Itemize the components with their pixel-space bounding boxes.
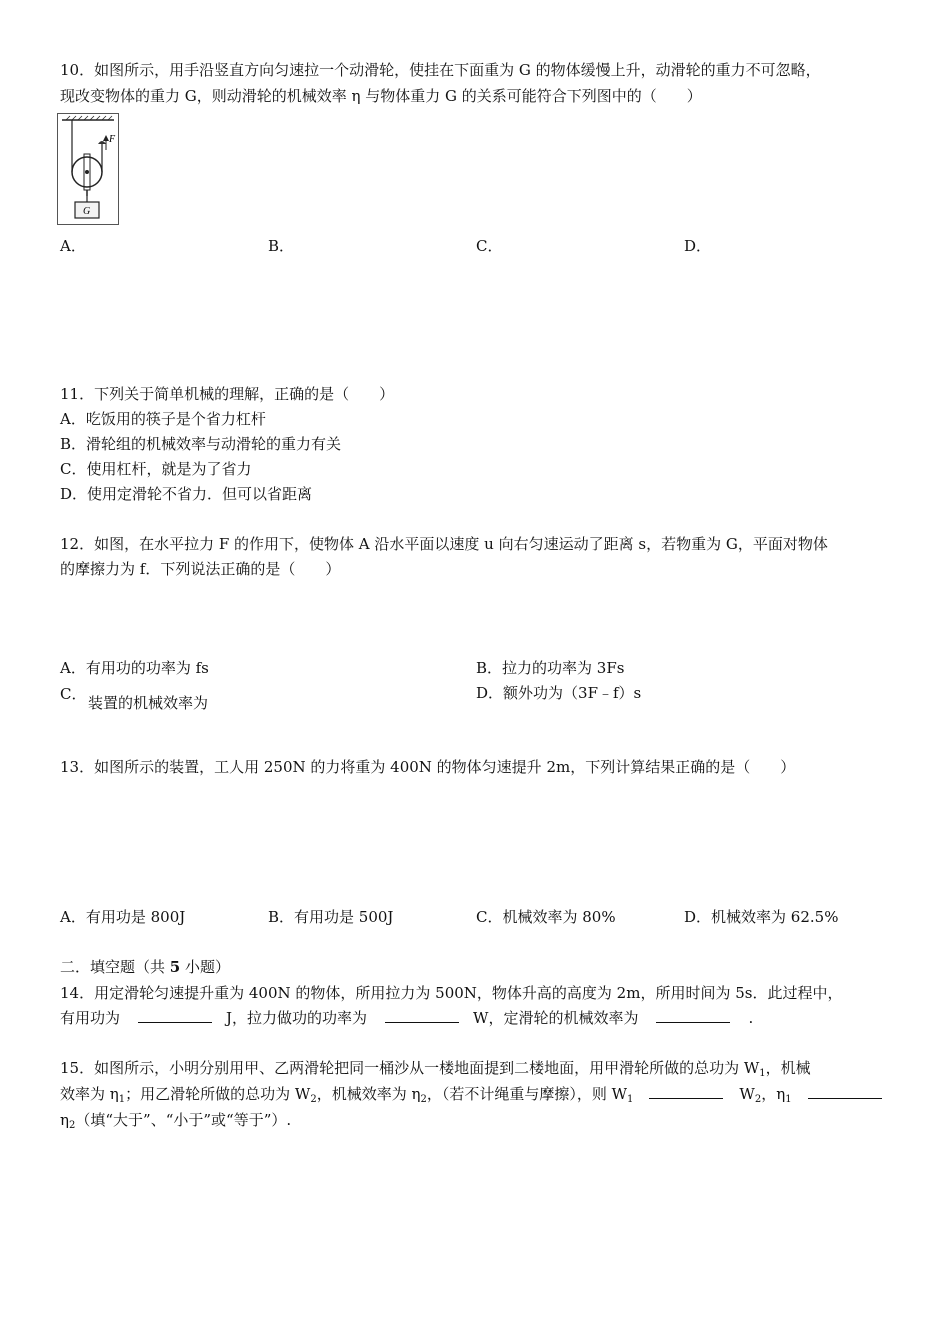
q15-stem-line2 <box>60 1084 882 1104</box>
q11-stem: 11．下列关于简单机械的理解，正确的是（ ） <box>60 385 395 403</box>
section-heading <box>60 957 230 977</box>
q15-text-2f: ，η <box>761 1085 786 1103</box>
q14-stem-line2 <box>60 1008 753 1028</box>
q15-sub-w2: 2 <box>310 1094 317 1105</box>
q15-text-2d: ，（若不计绳重与摩擦），则 W <box>426 1085 628 1103</box>
q13-option-b[interactable]: B．有用功是 500J <box>268 908 394 926</box>
q13-option-a[interactable]: A．有用功是 800J <box>60 908 186 926</box>
q12-stem-line2: 的摩擦力为 f．下列说法正确的是（ ） <box>60 560 341 578</box>
q14-stem-line1: 14．用定滑轮匀速提升重为 400N 的物体，所用拉力为 500N，物体升高的高度为 2m，所用时间为 5s．此过程中， <box>60 984 843 1002</box>
q12-stem-line1: 12．如图，在水平拉力 F 的作用下，使物体 A 沿水平面以速度 u 向右匀速运动了距离 s，若物重为 G，平面对物体 <box>60 535 828 553</box>
q11-option-d[interactable]: D．使用定滑轮不省力．但可以省距离 <box>60 485 313 503</box>
q15-text-3a: η <box>60 1111 69 1129</box>
q14-text-a: 有用功为 <box>60 1009 121 1027</box>
q11-option-a[interactable]: A．吃饭用的筷子是个省力杠杆 <box>60 410 266 428</box>
q10-option-a[interactable]: A． <box>60 237 86 255</box>
q10-stem-line1: 10．如图所示，用手沿竖直方向匀速拉一个动滑轮，使挂在下面重为 G 的物体缓慢上升，动滑轮的重力不可忽略， <box>60 61 821 79</box>
section-heading-pre: 二．填空题（共 <box>60 958 170 976</box>
q15-sub-w1-b: 1 <box>627 1094 634 1105</box>
q15-sub-w2-b: 2 <box>754 1094 762 1105</box>
q10-option-b[interactable]: B． <box>268 237 295 255</box>
q12-option-a[interactable]: A．有用功的功率为 fs <box>60 659 209 677</box>
q15-text-3b: （填“大于”、“小于”或“等于”）. <box>75 1111 292 1129</box>
q12-option-c-text: 装置的机械效率为 <box>88 694 209 712</box>
q13-option-d[interactable]: D．机械效率为 62.5% <box>684 908 839 926</box>
section-heading-post: 小题） <box>180 958 230 976</box>
q14-text-c: W，定滑轮的机械效率为 <box>473 1009 639 1027</box>
q13-option-c[interactable]: C．机械效率为 80% <box>476 908 616 926</box>
q14-blank-power[interactable] <box>385 1008 459 1023</box>
q14-blank-efficiency[interactable] <box>656 1008 730 1023</box>
q14-text-d: . <box>748 1009 754 1027</box>
q11-option-c[interactable]: C．使用杠杆，就是为了省力 <box>60 460 252 478</box>
q14-blank-useful-work[interactable] <box>138 1008 212 1023</box>
q15-text-1a: 15．如图所示，小明分别用甲、乙两滑轮把同一桶沙从一楼地面提到二楼地面，用甲滑轮所做的总功为 W <box>60 1059 760 1077</box>
q15-blank-efficiency[interactable] <box>808 1084 882 1099</box>
q12-option-d[interactable]: D．额外功为（3F﹣f）s <box>476 684 642 702</box>
weight-label: G <box>83 206 91 217</box>
q15-sub-eta2-b: 2 <box>69 1120 76 1131</box>
q10-option-c[interactable]: C． <box>476 237 503 255</box>
q15-text-2e: W <box>739 1085 755 1103</box>
q15-blank-work[interactable] <box>649 1084 723 1099</box>
q10-option-d[interactable]: D． <box>684 237 712 255</box>
q15-text-2a: 效率为 η <box>60 1085 119 1103</box>
q14-text-b: J，拉力做功的功率为 <box>226 1009 368 1027</box>
q13-stem: 13．如图所示的装置，工人用 250N 的力将重为 400N 的物体匀速提升 2m，下列计算结果正确的是（ ） <box>60 758 796 776</box>
q15-text-2b: ；用乙滑轮所做的总功为 W <box>125 1085 311 1103</box>
q15-stem-line1 <box>60 1058 811 1078</box>
q15-sub-eta1: 1 <box>118 1094 126 1105</box>
q15-sub-eta1-b: 1 <box>785 1094 792 1105</box>
q12-option-b[interactable]: B．拉力的功率为 3Fs <box>476 659 625 677</box>
q10-stem-line2: 现改变物体的重力 G，则动滑轮的机械效率 η 与物体重力 G 的关系可能符合下列图中的（ ） <box>60 87 702 105</box>
q15-text-1b: ，机械 <box>765 1059 811 1077</box>
q15-sub-eta2: 2 <box>420 1094 427 1105</box>
pulley-figure <box>57 113 119 225</box>
force-label: F <box>109 134 116 145</box>
pulley-diagram <box>58 114 118 224</box>
q15-stem-line3 <box>60 1110 291 1130</box>
q15-sub-w1: 1 <box>759 1068 766 1079</box>
q15-text-2c: ，机械效率为 η <box>316 1085 421 1103</box>
section-question-count: 5 <box>169 958 181 976</box>
q12-option-c-letter[interactable]: C． <box>60 685 87 703</box>
q11-option-b[interactable]: B．滑轮组的机械效率与动滑轮的重力有关 <box>60 435 342 453</box>
